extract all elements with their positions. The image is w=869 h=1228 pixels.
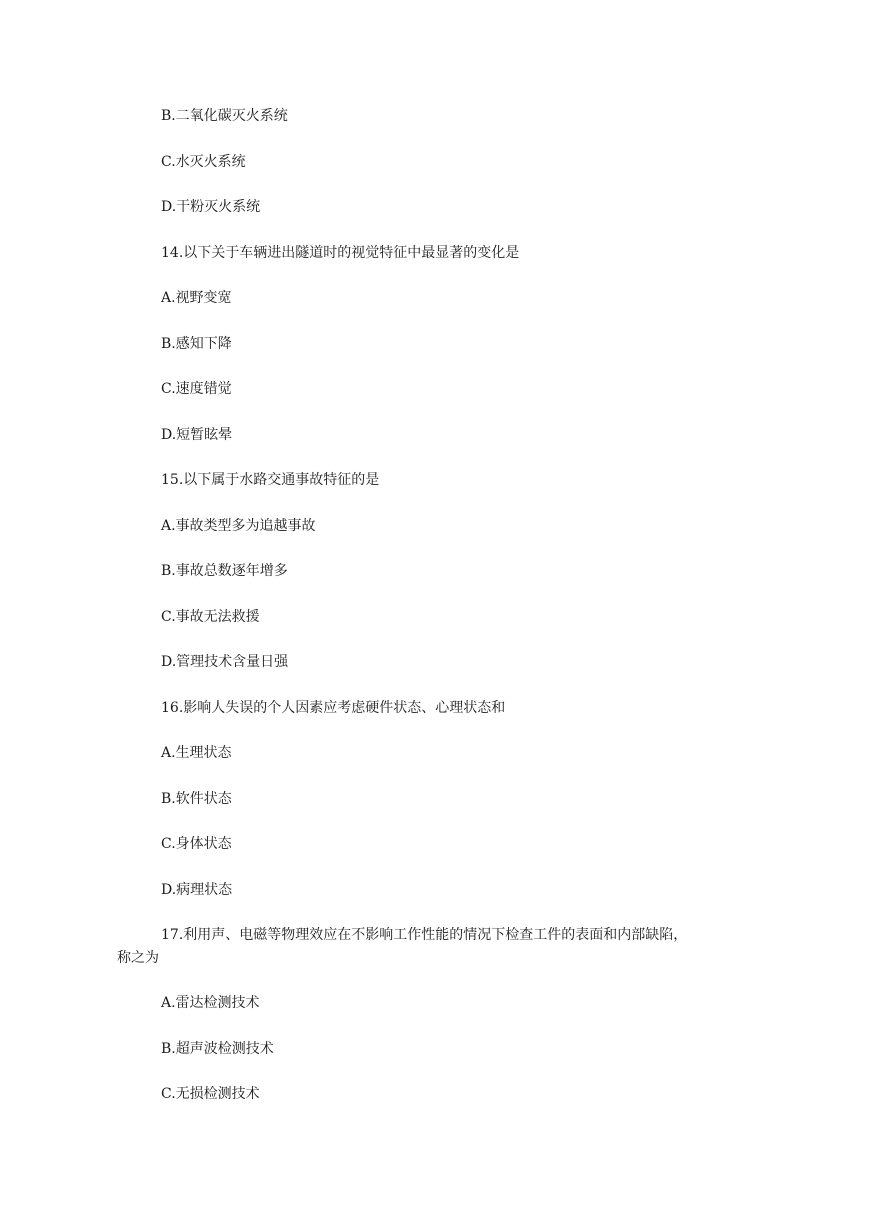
question-17: 17.利用声、电磁等物理效应在不影响工作性能的情况下检查工件的表面和内部缺陷，: [161, 927, 688, 943]
q13-option-c: C.水灭火系统: [161, 154, 246, 170]
q16-option-d: D.病理状态: [161, 882, 233, 898]
q15-option-b: B.事故总数逐年增多: [161, 563, 288, 579]
question-14: 14.以下关于车辆进出隧道时的视觉特征中最显著的变化是: [161, 245, 520, 261]
q16-option-c: C.身体状态: [161, 836, 232, 852]
q17-option-a: A.雷达检测技术: [161, 995, 260, 1011]
q16-option-a: A.生理状态: [161, 745, 232, 761]
q14-option-c: C.速度错觉: [161, 381, 232, 397]
q17-option-c: C.无损检测技术: [161, 1086, 260, 1102]
q13-option-b: B.二氧化碳灭火系统: [161, 108, 288, 124]
question-17-continued: 称之为: [117, 950, 159, 966]
q17-option-b: B.超声波检测技术: [161, 1041, 274, 1057]
q14-option-b: B.感知下降: [161, 336, 232, 352]
question-15: 15.以下属于水路交通事故特征的是: [161, 472, 380, 488]
q14-option-a: A.视野变宽: [161, 290, 232, 306]
q16-option-b: B.软件状态: [161, 791, 232, 807]
q13-option-d: D.干粉灭火系统: [161, 199, 261, 215]
q15-option-d: D.管理技术含量日强: [161, 654, 289, 670]
q15-option-a: A.事故类型多为追越事故: [161, 518, 316, 534]
question-16: 16.影响人失误的个人因素应考虑硬件状态、心理状态和: [161, 700, 506, 716]
q14-option-d: D.短暂眩晕: [161, 427, 233, 443]
q15-option-c: C.事故无法救援: [161, 609, 260, 625]
